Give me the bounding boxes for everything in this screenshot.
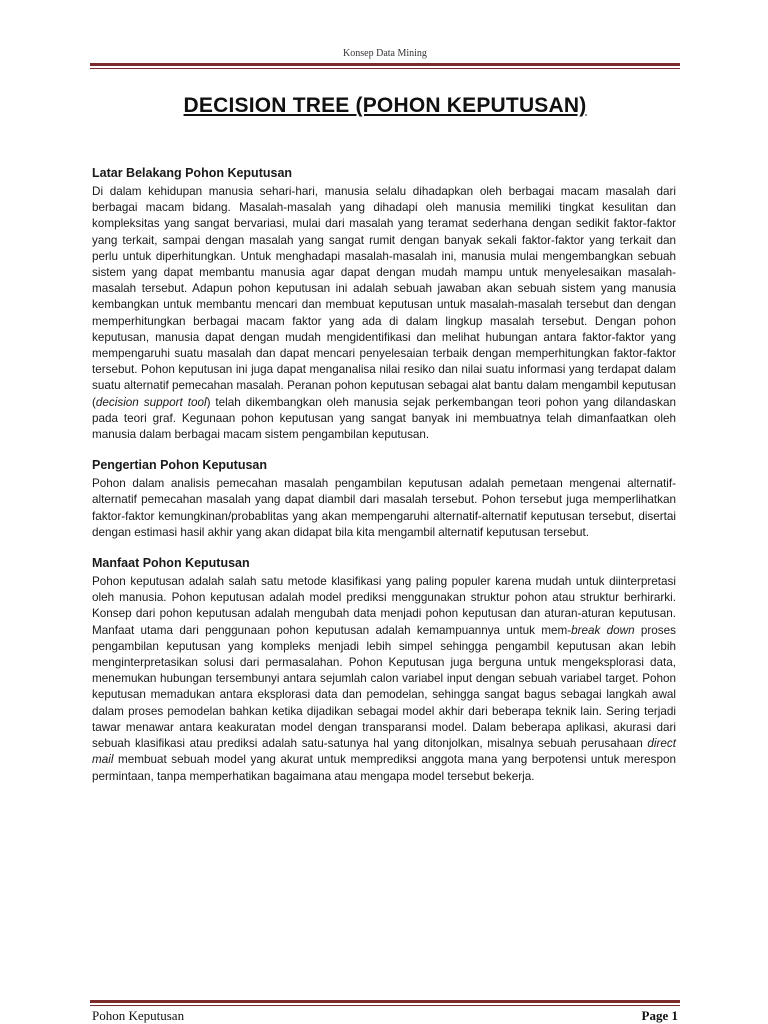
- section-paragraph: [92, 184, 676, 443]
- section-background: [92, 165, 676, 443]
- header-rule-thin: [90, 68, 680, 69]
- section-benefits: [92, 555, 676, 785]
- footer-title: Pohon Keputusan: [92, 1008, 185, 1023]
- footer-rule-thin: [90, 1005, 680, 1006]
- section-heading: Manfaat Pohon Keputusan: [92, 556, 250, 571]
- document-title: DECISION TREE (POHON KEPUTUSAN): [183, 94, 587, 117]
- section-heading: Latar Belakang Pohon Keputusan: [92, 166, 293, 180]
- paragraph-text: Di dalam kehidupan manusia sehari-hari, manusia selalu dihadapkan oleh berbagai macam masalah dari berbagai macam bidang. Masalah-masalah yang dihadapi oleh manusia memiliki tingkat kesulitan dan kompleksitas yang sangat bervariasi, mulai dari masalah yang teramat sederhana dengan sedikit faktor-faktor yang terkait, sampai dengan masalah yang sangat rumit dengan banyak sekali faktor-faktor yang terkait dan perlu untuk diperhitungkan. Untuk menghadapi masalah-masalah ini, manusia mulai mengembangkan sebuah sistem yang dapat membantu manusia agar dapat dengan mudah mampu untuk menyelesaikan masalah-masalah tersebut. Adapun pohon keputusan ini adalah sebuah jawaban akan sebuah sistem yang manusia kembangkan untuk membantu mencari dan membuat keputusan untuk masalah-masalah tersebut dan dengan memperhitungkan berbagai macam faktor yang ada di dalam lingkup masalah tersebut. Dengan pohon keputusan, manusia dapat dengan mudah mengidentifikasi dan melihat hubungan antara faktor-faktor yang mempengaruhi suatu masalah dan dapat mencari penyelesaian terbaik dengan memperhitungkan faktor-faktor tersebut. Pohon keputusan ini juga dapat menganalisa nilai resiko dan nilai suatu informasi yang terdapat dalam suatu alternatif pemecahan masalah. Peranan pohon keputusan sebagai alat bantu dalam mengambil keputusan (: [92, 185, 676, 409]
- paragraph-italic-term: decision support tool: [95, 395, 207, 409]
- section-definition: [92, 457, 676, 541]
- running-header: Konsep Data Mining: [343, 48, 427, 59]
- footer-rule: [90, 1000, 680, 1003]
- paragraph-text: Pohon dalam analisis pemecahan masalah pengambilan keputusan adalah pemetaan mengenai alternatif-alternatif pemecahan masalah yang dapat diambil dari masalah tersebut. Pohon tersebut juga memperlihatkan faktor-faktor kemungkinan/probablitas yang akan mempengaruhi alternatif-alternatif keputusan tersebut, disertai dengan estimasi hasil akhir yang akan didapat bila kita mengambil alternatif keputusan tersebut.: [92, 477, 676, 539]
- paragraph-text: Pohon keputusan adalah salah satu metode klasifikasi yang paling populer karena mudah untuk diinterpretasi oleh manusia. Pohon keputusan adalah model prediksi menggunakan struktur pohon atau struktur berhirarki. Konsep dari pohon keputusan adalah mengubah data menjadi pohon keputusan dan aturan-aturan keputusan. Manfaat utama dari penggunaan pohon keputusan adalah kemampuannya untuk mem-: [92, 575, 676, 637]
- header-rule: [90, 63, 680, 66]
- paragraph-italic-term: break down: [571, 623, 635, 637]
- paragraph-text: ) telah dikembangkan oleh manusia sejak perkembangan teori pohon yang dilandaskan pada teori graf. Kegunaan pohon keputusan yang sangat banyak ini membuatnya telah dimanfaatkan oleh manusia dalam berbagai macam sistem pengambilan keputusan.: [92, 395, 677, 442]
- document-body: [92, 165, 676, 799]
- paragraph-italic-term: direct mail: [92, 737, 676, 767]
- page-number: Page 1: [641, 1008, 678, 1023]
- paragraph-text: proses pengambilan keputusan yang kompleks menjadi lebih simpel sehingga pengambil keputusan akan lebih menginterpretasikan solusi dari permasalahan. Pohon Keputusan juga berguna untuk mengeksplorasi data, menemukan hubungan tersembunyi antara sejumlah calon variabel input dengan sebuah variabel target. Pohon keputusan memadukan antara eksplorasi data dan pemodelan, sehingga sangat bagus sebagai langkah awal dalam proses pemodelan bahkan ketika dijadikan sebagai model akhir dari beberapa teknik lain. Sering terjadi tawar menawar antara keakuratan model dengan transparansi model. Dalam beberapa aplikasi, akurasi dari sebuah klasifikasi atau prediksi adalah satu-satunya hal yang ditonjolkan, misalnya sebuah perusahaan: [92, 623, 676, 751]
- paragraph-text: membuat sebuah model yang akurat untuk memprediksi anggota mana yang berpotensi untuk merespon permintaan, tanpa memperhatikan bagaimana atau mengapa model tersebut bekerja.: [92, 753, 676, 783]
- section-paragraph: [92, 574, 676, 785]
- section-heading: Pengertian Pohon Keputusan: [92, 458, 268, 473]
- section-paragraph: [92, 476, 676, 541]
